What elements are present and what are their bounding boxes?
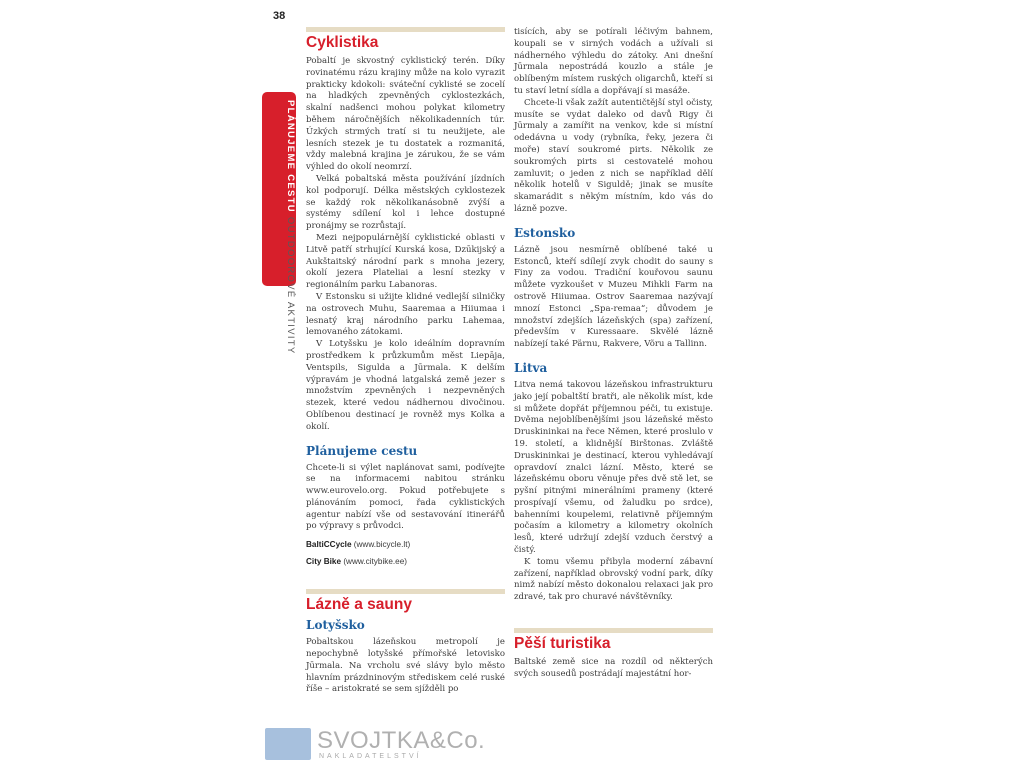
publisher-logo-icon bbox=[265, 728, 311, 760]
section-rule bbox=[306, 589, 505, 594]
paragraph: Mezi nejpopulárnější cyklistické oblasti v Litvě patří strhující Kurská kosa, Dzūkijský a Aukštaitský národní park s mnoha jezery, okolí jezera Plateliai a lesní stezky v regionálním parku Labanoras. bbox=[306, 232, 505, 291]
watermark-subtitle: NAKLADATELSTVÍ bbox=[319, 753, 422, 760]
heading-lazne-a-sauny: Lázně a sauny bbox=[306, 596, 412, 614]
heading-lotyssko: Lotyšsko bbox=[306, 618, 365, 633]
reference-city-bike bbox=[306, 556, 505, 567]
paragraph: Chcete-li si výlet naplánovat sami, podívejte se na informacemi nabitou stránku www.eurovelo.org. Pokud potřebujete s plánováním pomoci, řada cyklistických agentur nabízí vše od sestavování itinerářů po výpravy s průvodci. bbox=[306, 462, 505, 532]
left-column bbox=[306, 27, 505, 696]
paragraph: tisících, aby se potírali léčivým bahnem, koupali se v sirných vodách a užívali si nádherného výhledu do zátoky. Ani dnešní Jūrmala nepostrádá kouzlo a stále je oblíbeným místem ruských oligarchů, kteří si tu staví letní sídla a dopřávají si masáže. bbox=[514, 27, 713, 96]
page-number: 38 bbox=[273, 10, 286, 22]
paragraph: Baltské země sice na rozdíl od některých svých sousedů postrádají majestátní hor- bbox=[514, 657, 713, 679]
paragraph: V Estonsku si užijte klidné vedlejší silničky na ostrovech Muhu, Saaremaa a Hiiumaa i lesnatý kraj národního parku Lahemaa, lemovaného zátokami. bbox=[306, 291, 505, 338]
heading-cyklistika: Cyklistika bbox=[306, 34, 379, 51]
paragraph: V Lotyšsku je kolo ideálním dopravním prostředkem k průzkumům měst Liepāja, Ventspils, Sigulda a Jūrmala. K delším výpravám je vhodná latgalská země jezer s množstvím zpevněných i nezpevněných stezek, které vedou nádhernou divočinou. Oblíbenou destinací je rovněž mys Kolka a okolí. bbox=[306, 339, 505, 432]
reference-balticcycle bbox=[306, 539, 505, 550]
reference-name: BaltiCCycle bbox=[306, 540, 352, 550]
paragraph: Lázně jsou nesmírně oblíbené také u Estonců, kteří sdílejí zvyk chodit do sauny s Finy za vodou. Tradiční kouřovou saunu můžete vyzkoušet v Muzeu Mihkli Farm na ostrově Hiiumaa. Ostrov Saaremaa nazývají mnozí Estonci „Spa-remaa“; důvodem je množství zdejších lázeňských (spa) zařízení, především v Kuressaare. Skvělé lázně nabízejí také Pärnu, Rakvere, Võru a Tallinn. bbox=[514, 244, 713, 350]
reference-detail: (www.bicycle.lt) bbox=[351, 540, 411, 550]
publisher-watermark bbox=[265, 722, 486, 768]
paragraph: Pobaltí je skvostný cyklistický terén. Díky rovinatému rázu krajiny může na kolo vyrazit prakticky kdokoli: sváteční cyklisté se zocelí na hladkých zpevněných cyklostezkách, skalní nadšenci mohou polykat kilometry během náročnějších několikadenních túr. Úzkých strmých tratí si tu neužijete, ale lesních stezek je tu dostatek a rozmanitá, vždy malebná krajina je zárukou, že se vám výhled do okolí neomrzí. bbox=[306, 56, 505, 173]
reference-name: City Bike bbox=[306, 557, 342, 567]
paragraph: Velká pobaltská města používání jízdních kol podporují. Délka městských cyklostezek se každý rok několikanásobně zvýší a systémy sdílení kol i lehce dostupné pronájmy se rozrůstají. bbox=[306, 173, 505, 232]
heading-planujeme-cestu: Plánujeme cestu bbox=[306, 443, 418, 458]
heading-estonsko: Estonsko bbox=[514, 225, 576, 240]
paragraph: Litva nemá takovou lázeňskou infrastrukturu jako její pobaltští bratři, ale několik míst, kde si můžete dopřát příjemnou péči, tu existuje. Dvěma nejoblíbenějšími jsou lázeňské město Druskininkai na řece Němen, které proslulo v 19. století, a klidnější Birštonas. Zvláště Druskininkai je destinací, kterou vyhledávají opravdoví znalci lázní. Město, které se lázeňskému oboru věnuje přes dvě stě let, se pyšní pitnými minerálními prameny (které prospívají všemu, od žaludku po srdce), bahenními koupelemi, relativně příjemným počasím a kilometry a kilometry okolních lesů, které udržují zdejší vzduch čerstvý a čistý. bbox=[514, 379, 713, 556]
paragraph: K tomu všemu přibyla moderní zábavní zařízení, například obrovský vodní park, díky nimž nabízí město dokonalou relaxaci jak pro zdravé, tak pro churavé návštěvníky. bbox=[514, 556, 713, 603]
side-tab-secondary: OUTDOOROVÉ AKTIVITY bbox=[285, 216, 296, 355]
right-column bbox=[514, 27, 713, 681]
heading-litva: Litva bbox=[514, 360, 548, 375]
paragraph: Chcete-li však zažít autentičtější styl očisty, musíte se vydat daleko od davů Rigy či Jūrmaly a zamířit na venkov, kde si místní odedávna u vody (rybníka, řeky, jezera či moře) staví soukromé pirts. Několik ze soukromých pirts si cestovatelé mohou zamluvit; o jeden z nich se například dělí několik hotelů v Siguldě; jinak se musíte skamarádit s někým místním, kdo vás do lázně pozve. bbox=[514, 97, 713, 214]
reference-detail: (www.citybike.ee) bbox=[341, 557, 408, 567]
section-rule bbox=[306, 27, 505, 32]
side-tab-label bbox=[282, 100, 298, 355]
watermark-name: SVOJTKA&Co. bbox=[317, 727, 486, 754]
heading-pesi-turistika: Pěší turistika bbox=[514, 635, 611, 653]
side-tab-primary: PLÁNUJEME CESTU bbox=[285, 100, 296, 213]
section-rule bbox=[514, 628, 713, 633]
paragraph: Pobaltskou lázeňskou metropolí je nepochybně lotyšské přímořské letovisko Jūrmala. Na vrcholu své slávy bylo město hlavním prázdninovým střediskem celé ruské říše – aristokraté se sem sjížděli po bbox=[306, 637, 505, 695]
